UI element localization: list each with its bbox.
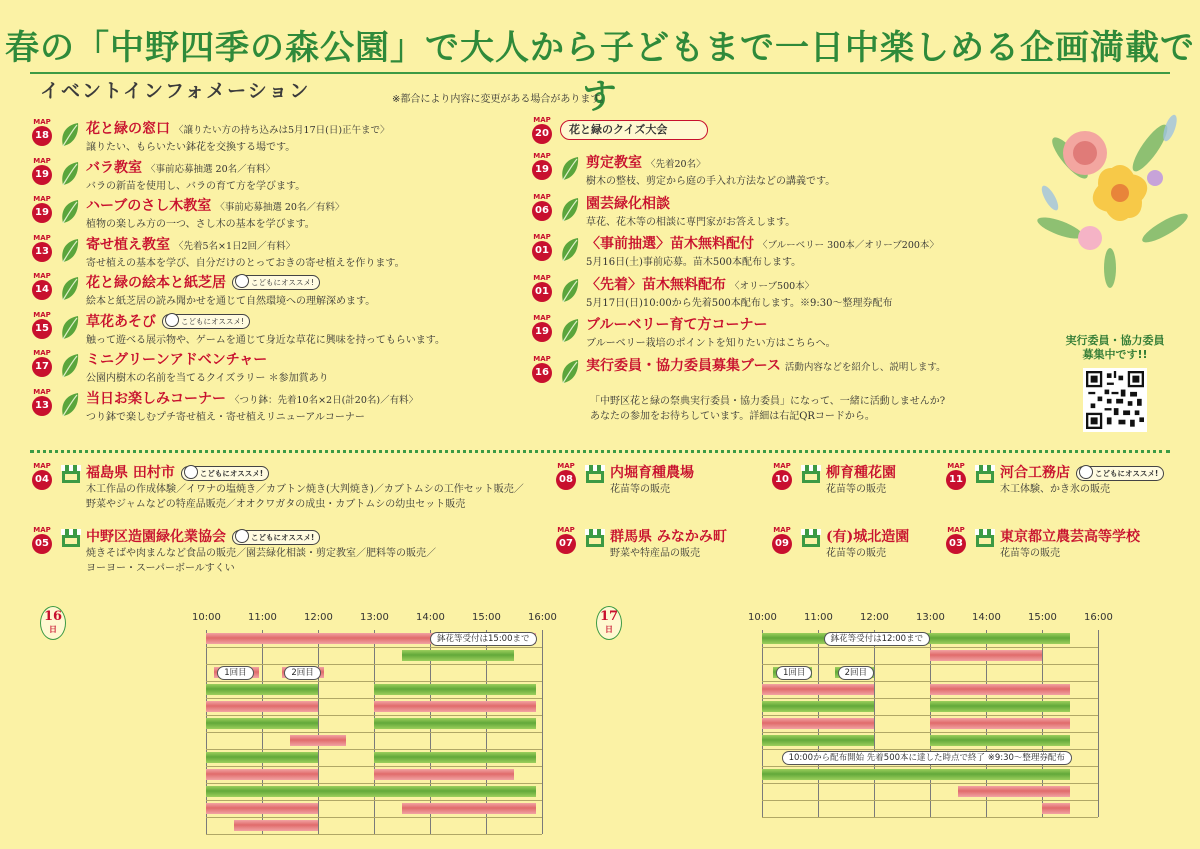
stall-icon — [974, 528, 996, 548]
vendor-name: 群馬県 みなかみ町 — [610, 529, 727, 545]
event-detail: 〈先着5名×1日2回／有料〉 — [174, 240, 296, 252]
event-detail: 〈先着20名〉 — [646, 159, 706, 170]
map-label: MAP — [947, 526, 965, 534]
grid-line — [206, 664, 542, 665]
map-label: MAP — [33, 462, 51, 470]
event-description: ブルーベリー栽培のポイントを知りたい方はこちらへ。 — [586, 338, 836, 349]
event-header — [86, 195, 344, 215]
vendor-description — [86, 482, 524, 512]
map-number: 09 — [772, 534, 792, 554]
leaf-icon — [60, 199, 80, 225]
schedule-bar — [930, 718, 1070, 729]
map-label: MAP — [557, 462, 575, 470]
grid-line — [206, 715, 542, 716]
grid-line — [762, 817, 1098, 818]
quiz-banner-label: 花と緑のクイズ大会 — [569, 123, 668, 136]
hour-label: 10:00 — [192, 612, 221, 623]
schedule-bar — [206, 701, 318, 712]
stall-icon — [60, 464, 82, 484]
kids-recommend-badge — [181, 466, 269, 481]
recruit-box-title: 実行委員・協力委員 — [1065, 334, 1165, 347]
recruit-note-line: あなたの参加をお待ちしています。詳細は右記QRコードから。 — [590, 411, 875, 422]
event-detail: 〈譲りたい方の持ち込みは5月17日(日)正午まで〉 — [174, 125, 390, 136]
event-detail: 〈つり鉢：先着10名×2日(計20名)／有料〉 — [230, 394, 419, 406]
map-label: MAP — [533, 314, 551, 322]
section-divider — [30, 450, 1170, 453]
schedule-bar — [206, 786, 536, 797]
event-detail: 〈事前応募抽選 20名／有料〉 — [146, 163, 276, 175]
grid-line — [206, 766, 542, 767]
recruit-box-subtitle: 募集中です!! — [1082, 348, 1148, 361]
grid-line — [762, 749, 1098, 750]
map-label: MAP — [533, 273, 551, 282]
map-label: MAP — [33, 233, 51, 242]
map-label: MAP — [533, 192, 551, 201]
schedule-bar — [762, 684, 874, 695]
grid-line — [762, 732, 1098, 733]
map-badge — [530, 314, 554, 342]
event-detail: 〈ブルーベリー 300本／オリーブ200本〉 — [758, 240, 939, 251]
event-description: つり鉢で楽しむプチ寄せ植え・寄せ植えリニューアルコーナー — [86, 411, 365, 423]
schedule-bar — [930, 735, 1070, 746]
map-badge — [944, 462, 968, 490]
vendor-description-line: 花苗等の販売 — [826, 484, 886, 495]
event-name: 花と緑の窓口 — [86, 121, 170, 137]
map-label: MAP — [947, 462, 965, 470]
event-description: 植物の楽しみ方の一つ、さし木の基本を学びます。 — [86, 219, 315, 230]
title-divider — [30, 72, 1170, 74]
hour-label: 12:00 — [860, 612, 889, 623]
vendor-description — [610, 546, 700, 561]
event-header — [586, 233, 939, 253]
leaf-icon — [60, 315, 80, 341]
hour-label: 10:00 — [748, 612, 777, 623]
grid-line — [206, 817, 542, 818]
day-suffix: 日 — [49, 624, 57, 634]
grid-line — [206, 783, 542, 784]
kids-badge-label: こどもにオススメ! — [199, 468, 264, 478]
schedule-bar — [206, 769, 318, 780]
vendor-description-line: 野菜や特産品の販売 — [610, 548, 700, 559]
event-name: 花と緑の絵本と紙芝居 — [86, 275, 226, 291]
vendor-header — [610, 462, 694, 482]
kids-recommend-badge — [232, 275, 320, 290]
map-badge — [30, 349, 54, 377]
map-badge — [530, 193, 554, 221]
event-name: 〈先着〉苗木無料配布 — [586, 276, 726, 293]
vendor-description-line: 焼きそばや肉まんなど食品の販売／園芸緑化相談・剪定教室／肥料等の販売／ — [86, 548, 436, 559]
event-header — [586, 314, 767, 334]
change-notice: ※都合により内容に変更がある場合があります。 — [392, 94, 610, 105]
child-face-icon — [165, 313, 179, 327]
day-number: 16 — [43, 609, 63, 624]
event-name: 剪定教室 — [586, 155, 642, 171]
event-header — [86, 234, 295, 254]
map-badge — [770, 526, 794, 554]
stall-icon — [584, 464, 606, 484]
map-number: 13 — [32, 242, 52, 262]
grid-line — [762, 698, 1098, 699]
map-badge — [30, 195, 54, 223]
map-badge — [530, 152, 554, 180]
schedule-bar — [930, 650, 1042, 661]
child-face-icon — [235, 274, 249, 288]
hour-label: 16:00 — [1084, 612, 1113, 623]
vendor-description — [610, 482, 670, 497]
map-number: 01 — [532, 282, 552, 302]
vendor-name: (有)城北造園 — [826, 529, 910, 545]
vendor-description-line: 花苗等の販売 — [826, 548, 886, 559]
map-number: 07 — [556, 534, 576, 554]
child-face-icon — [1079, 465, 1093, 479]
vendor-header — [1000, 526, 1140, 546]
map-label: MAP — [557, 526, 575, 534]
grid-line — [206, 732, 542, 733]
map-number: 19 — [32, 203, 52, 223]
vendor-description-line: 花苗等の販売 — [610, 484, 670, 495]
schedule-bar — [402, 803, 536, 814]
leaf-icon — [560, 318, 580, 344]
event-description: 5月16日(土)事前応募。苗木500本配布します。 — [586, 257, 802, 268]
map-label: MAP — [33, 156, 51, 165]
event-name: 園芸緑化相談 — [586, 195, 670, 212]
map-number: 06 — [532, 201, 552, 221]
map-badge — [944, 526, 968, 554]
grid-line — [762, 783, 1098, 784]
event-name: 寄せ植え教室 — [86, 236, 170, 253]
map-badge — [530, 233, 554, 261]
grid-line — [206, 681, 542, 682]
stall-icon — [60, 528, 82, 548]
grid-line — [206, 749, 542, 750]
leaf-icon — [560, 237, 580, 263]
schedule-bar — [762, 718, 874, 729]
schedule-note-pill: 鉢花等受付は12:00まで — [824, 632, 931, 646]
kids-badge-label: こどもにオススメ! — [181, 316, 244, 326]
map-badge — [30, 526, 54, 554]
vendor-description — [1000, 482, 1110, 497]
event-header — [86, 157, 275, 177]
event-description: 触って遊べる展示物や、ゲームを通じて身近な草花に興味を持ってもらいます。 — [86, 334, 445, 346]
leaf-icon — [60, 238, 80, 264]
event-header — [586, 355, 946, 375]
leaf-icon — [60, 276, 80, 302]
leaf-icon — [560, 156, 580, 182]
event-header — [86, 388, 418, 408]
schedule-bar — [374, 718, 536, 729]
stall-icon — [800, 528, 822, 548]
schedule-bar — [374, 752, 536, 763]
schedule-bar — [206, 718, 318, 729]
vendor-description-line: ヨーヨー・スーパーボールすくい — [86, 563, 235, 574]
event-description: 樹木の整枝、剪定から庭の手入れ方法などの講義です。 — [586, 176, 836, 187]
map-badge — [770, 462, 794, 490]
event-description: 5月17日(日)10:00から先着500本配布します。※9:30～整理券配布 — [586, 297, 893, 309]
hour-label: 11:00 — [804, 612, 833, 623]
event-header — [86, 272, 320, 292]
map-number: 11 — [946, 470, 966, 490]
schedule-bar — [206, 752, 318, 763]
schedule-bar — [290, 735, 346, 746]
event-name: 当日お楽しみコーナー — [86, 390, 226, 407]
vendor-description-line: 木工体験、かき氷の販売 — [1000, 484, 1110, 495]
hour-label: 11:00 — [248, 612, 277, 623]
grid-line — [206, 800, 542, 801]
hour-label: 15:00 — [472, 612, 501, 623]
hour-label: 15:00 — [1028, 612, 1057, 623]
quiz-banner — [560, 120, 708, 140]
map-label: MAP — [533, 354, 551, 363]
schedule-bar — [762, 769, 1070, 780]
grid-line — [762, 715, 1098, 716]
map-badge — [530, 116, 554, 144]
vendor-name: 東京都立農芸高等学校 — [1000, 529, 1140, 545]
vendor-header — [610, 526, 727, 546]
schedule-note-pill: 1回目 — [776, 666, 812, 680]
kids-recommend-badge — [232, 530, 320, 545]
event-description: 絵本と紙芝居の読み聞かせを通じて自然環境への理解深めます。 — [86, 296, 376, 307]
schedule-bar — [374, 769, 514, 780]
map-badge — [530, 355, 554, 383]
map-number: 03 — [946, 534, 966, 554]
leaf-icon — [560, 278, 580, 304]
map-badge — [30, 311, 54, 339]
vendor-description — [86, 546, 436, 576]
grid-line — [762, 681, 1098, 682]
map-label: MAP — [533, 233, 551, 241]
event-name: 草花あそび — [86, 313, 156, 330]
schedule-bar — [234, 820, 318, 831]
vendor-header — [826, 526, 909, 546]
map-number: 19 — [532, 160, 552, 180]
map-badge — [554, 526, 578, 554]
day-number: 17 — [599, 609, 619, 624]
leaf-icon — [60, 392, 80, 418]
kids-recommend-badge — [162, 314, 250, 329]
event-header — [586, 274, 814, 294]
hour-label: 14:00 — [972, 612, 1001, 623]
grid-line — [874, 630, 875, 817]
map-number: 14 — [32, 280, 52, 300]
grid-line — [762, 800, 1098, 801]
map-number: 15 — [32, 319, 52, 339]
map-label: MAP — [33, 387, 51, 396]
map-label: MAP — [33, 349, 51, 357]
recruit-box — [1050, 334, 1180, 436]
child-face-icon — [184, 465, 198, 479]
map-number: 13 — [32, 396, 52, 416]
recruit-note — [590, 394, 945, 424]
schedule-note-pill: 鉢花等受付は15:00まで — [430, 632, 537, 646]
grid-line — [206, 834, 542, 835]
map-number: 05 — [32, 534, 52, 554]
map-badge — [30, 157, 54, 185]
schedule-bar — [958, 786, 1070, 797]
schedule-bar — [762, 735, 874, 746]
map-badge — [30, 272, 54, 300]
kids-badge-label: こどもにオススメ! — [251, 278, 314, 287]
vendor-header — [826, 462, 896, 482]
vendor-name: 中野区造園緑化業協会 — [86, 529, 226, 545]
event-description: 譲りたい、もらいたい鉢花を交換する場です。 — [86, 142, 296, 153]
vendor-name: 柳育種花園 — [826, 465, 896, 481]
map-label: MAP — [533, 152, 551, 160]
map-label: MAP — [773, 526, 791, 534]
hour-label: 16:00 — [528, 612, 557, 623]
kids-badge-label: こどもにオススメ! — [1095, 468, 1159, 478]
stall-icon — [800, 464, 822, 484]
schedule-bar — [374, 701, 536, 712]
event-name: 実行委員・協力委員募集ブース — [586, 357, 781, 374]
vendor-name: 河合工務店 — [1000, 465, 1070, 481]
map-badge — [30, 118, 54, 146]
event-name: ミニグリーンアドベンチャー — [86, 352, 268, 368]
schedule-bar — [206, 684, 318, 695]
map-number: 16 — [532, 363, 552, 383]
event-name: 〈事前抽選〉苗木無料配付 — [586, 236, 754, 252]
grid-line — [542, 630, 543, 834]
flower-illustration-icon — [1030, 98, 1190, 288]
hour-label: 14:00 — [416, 612, 445, 623]
day-suffix: 日 — [605, 624, 613, 634]
grid-line — [762, 647, 1098, 648]
schedule-bar — [1042, 803, 1070, 814]
day-badge — [40, 606, 66, 640]
leaf-icon — [560, 359, 580, 385]
hour-label: 13:00 — [916, 612, 945, 623]
day-badge — [596, 606, 622, 640]
map-badge — [30, 388, 54, 416]
event-header — [86, 118, 390, 138]
event-header — [586, 193, 670, 213]
vendor-header — [86, 526, 320, 546]
child-face-icon — [235, 529, 249, 543]
map-label: MAP — [33, 118, 51, 126]
vendor-description — [1000, 546, 1060, 561]
map-number: 04 — [32, 470, 52, 490]
schedule-bar — [930, 701, 1070, 712]
schedule-bar — [402, 650, 514, 661]
map-badge — [530, 274, 554, 302]
schedule-note-pill: 2回目 — [838, 666, 874, 680]
grid-line — [206, 647, 542, 648]
schedule-bar — [374, 684, 536, 695]
leaf-icon — [60, 122, 80, 148]
map-label: MAP — [33, 272, 51, 280]
recruit-note-line: 「中野区花と緑の祭典実行委員・協力委員」になって、一緒に活動しませんか? — [590, 396, 946, 407]
event-description: 草花、花木等の相談に専門家がお答えします。 — [586, 216, 796, 228]
map-number: 19 — [32, 165, 52, 185]
vendor-description-line: 花苗等の販売 — [1000, 548, 1060, 559]
map-number: 10 — [772, 470, 792, 490]
schedule-bar — [762, 701, 874, 712]
map-label: MAP — [33, 310, 51, 319]
map-number: 18 — [32, 126, 52, 146]
schedule-note-pill: 2回目 — [284, 666, 320, 680]
leaf-icon — [560, 197, 580, 223]
event-header — [586, 152, 706, 172]
vendor-name: 福島県 田村市 — [86, 465, 175, 481]
map-label: MAP — [533, 116, 551, 124]
event-detail: 〈オリーブ500本〉 — [730, 280, 815, 292]
event-name: バラ教室 — [86, 159, 142, 176]
grid-line — [762, 664, 1098, 665]
grid-line — [206, 698, 542, 699]
event-description: 公園内樹木の名前を当てるクイズラリー ＊参加賞あり — [86, 373, 329, 384]
vendor-description — [826, 546, 886, 561]
event-name: ハーブのさし木教室 — [86, 198, 212, 214]
hour-label: 13:00 — [360, 612, 389, 623]
grid-line — [1098, 630, 1099, 817]
event-detail: 活動内容などを紹介し、説明します。 — [784, 361, 946, 373]
map-badge — [30, 462, 54, 490]
vendor-description-line: 木工作品の作成体験／イワナの塩焼き／カブトン焼き(大判焼き)／カブトムシの工作セット販売／ — [86, 484, 524, 495]
event-header — [86, 311, 250, 331]
map-label: MAP — [33, 526, 51, 534]
leaf-icon — [60, 353, 80, 379]
schedule-note-pill: 1回目 — [217, 666, 253, 680]
event-description: バラの新苗を使用し、バラの育て方を学びます。 — [86, 180, 306, 192]
map-number: 08 — [556, 470, 576, 490]
page-title: 春の「中野四季の森公園」で大人から子どもまで一日中楽しめる企画満載です — [5, 28, 1195, 117]
map-label: MAP — [773, 462, 791, 470]
kids-recommend-badge — [1076, 466, 1164, 481]
event-name: ブルーベリー育て方コーナー — [586, 317, 768, 333]
stall-icon — [584, 528, 606, 548]
vendor-name: 内堀育種農場 — [610, 465, 694, 481]
map-number: 19 — [532, 322, 552, 342]
event-description: 寄せ植えの基本を学び、自分だけのとっておきの寄せ植えを作ります。 — [86, 257, 405, 269]
map-number: 20 — [532, 124, 552, 144]
vendor-description-line: 野菜やジャムなどの特産品販売／オオクワガタの成虫・カブトムシの幼虫セット販売 — [86, 499, 466, 510]
event-header — [86, 349, 267, 369]
map-number: 01 — [532, 241, 552, 261]
vendor-description — [826, 482, 886, 497]
event-detail: 〈事前応募抽選 20名／有料〉 — [215, 202, 345, 213]
stall-icon — [974, 464, 996, 484]
schedule-note-pill: 10:00から配布開始 先着500本に達した時点で終了 ※9:30～整理券配布 — [782, 751, 1072, 765]
vendor-header — [86, 462, 269, 482]
map-badge — [554, 462, 578, 490]
schedule-bar — [930, 684, 1070, 695]
map-badge — [30, 234, 54, 262]
vendor-header — [1000, 462, 1164, 482]
section-heading: イベントインフォメーション — [40, 80, 311, 102]
map-number: 17 — [32, 357, 52, 377]
hour-label: 12:00 — [304, 612, 333, 623]
leaf-icon — [60, 161, 80, 187]
qr-code-icon[interactable] — [1083, 368, 1147, 432]
schedule-bar — [206, 803, 318, 814]
map-label: MAP — [33, 195, 51, 203]
kids-badge-label: こどもにオススメ! — [251, 532, 315, 542]
grid-line — [762, 766, 1098, 767]
